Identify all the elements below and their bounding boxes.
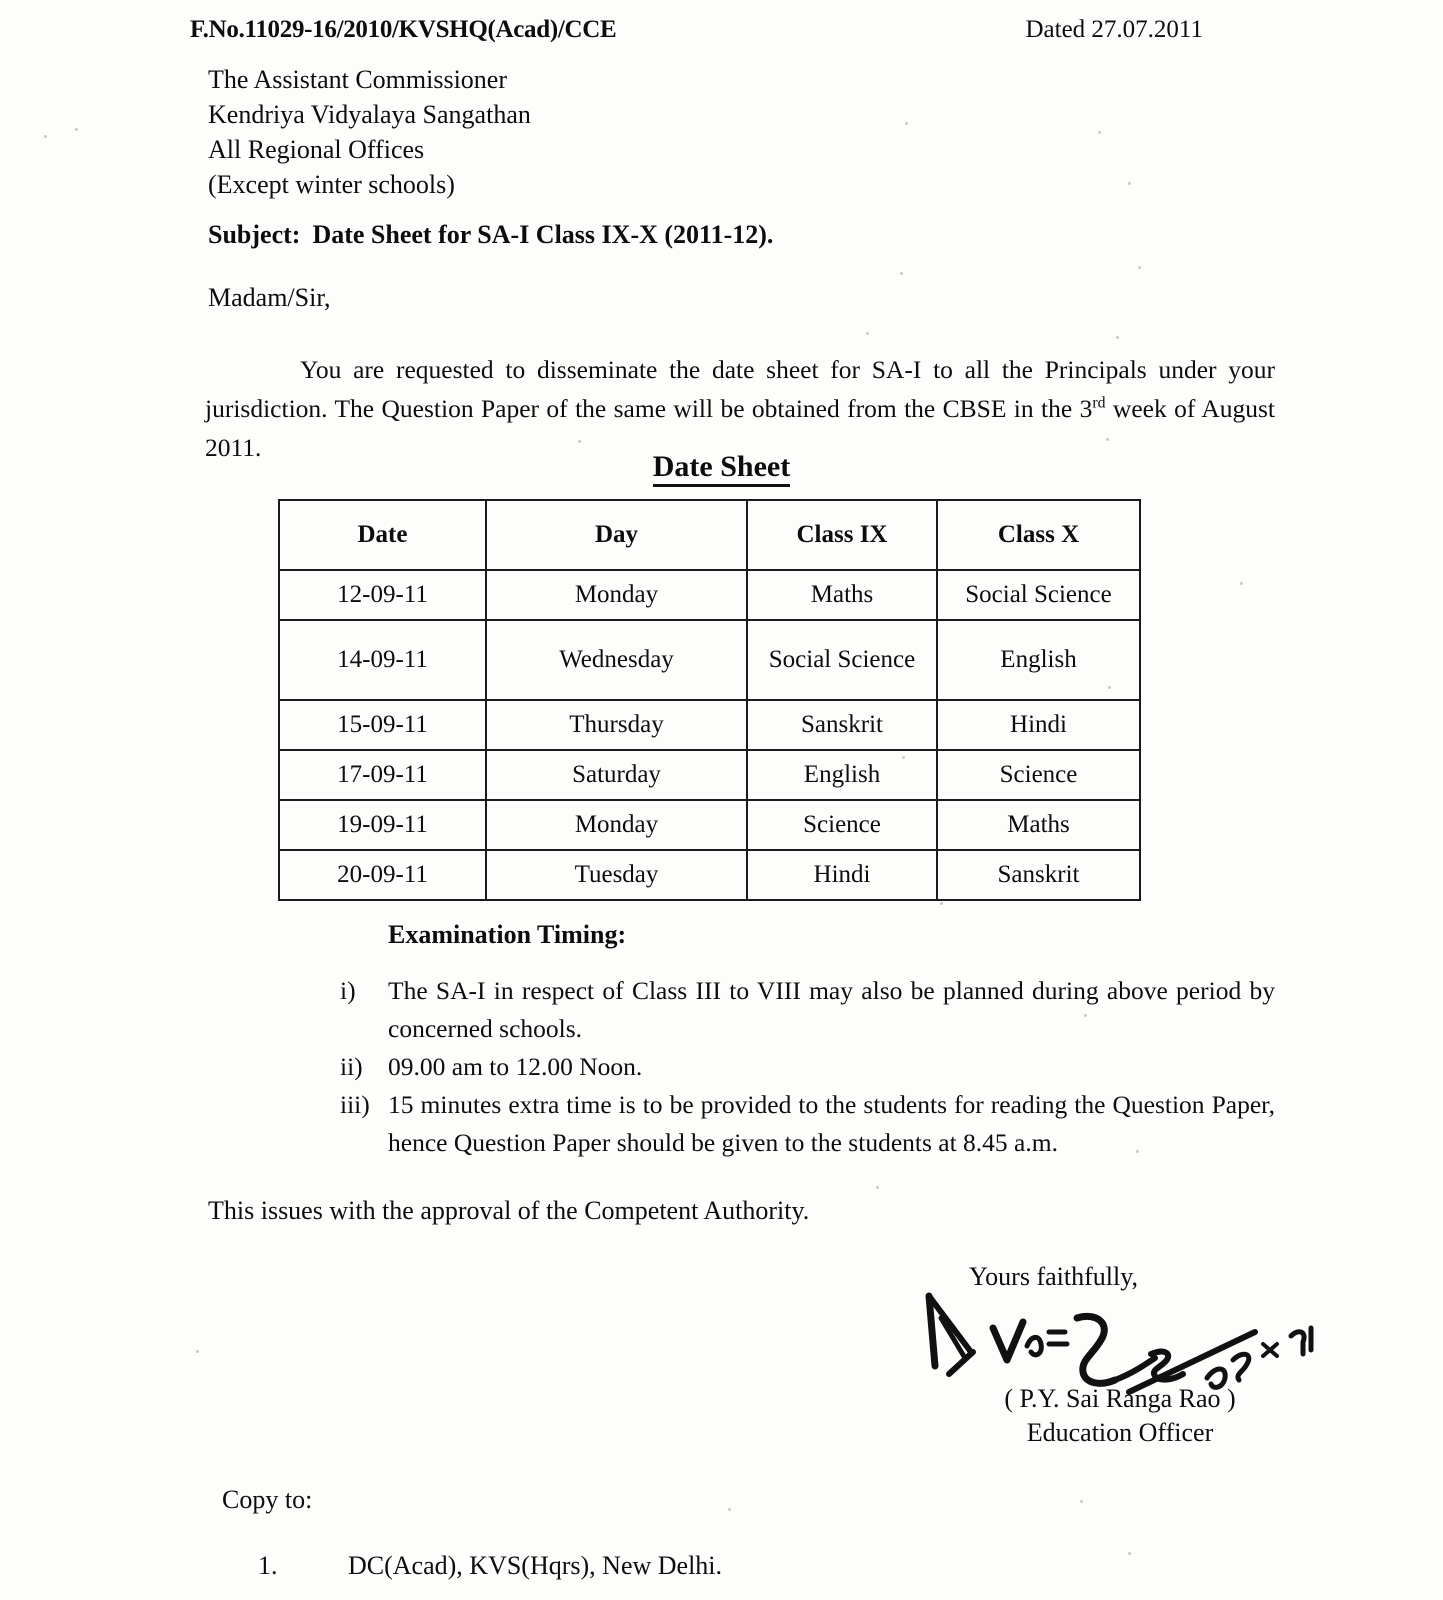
list-item-marker: i) [340, 976, 356, 1005]
document-date: Dated 27.07.2011 [1025, 16, 1203, 43]
addressee-line-4: (Except winter schools) [208, 170, 455, 199]
list-item-marker: ii) [340, 1052, 363, 1081]
list-item-text: The SA-I in respect of Class III to VIII may also be planned during above period by concerned schools. [388, 976, 1275, 1043]
cell-date: 12-09-11 [279, 570, 486, 620]
cell-class-ix: Hindi [747, 850, 937, 900]
cell-date: 14-09-11 [279, 620, 486, 700]
list-item-marker: iii) [340, 1090, 370, 1119]
handwritten-signature [905, 1294, 1335, 1386]
column-header-date: Date [279, 500, 486, 570]
cell-class-x: Social Science [937, 570, 1140, 620]
signature-icon [915, 1288, 1325, 1398]
addressee-line-1: The Assistant Commissioner [208, 65, 507, 94]
cell-day: Thursday [486, 700, 747, 750]
list-item-text: 15 minutes extra time is to be provided to the students for reading the Question Paper, hence Question Paper should be given to the students at 8.45 a.m. [388, 1090, 1275, 1157]
body-paragraph-part2: week of August 2011. [205, 394, 1276, 462]
cell-day: Monday [486, 570, 747, 620]
signature-block [905, 1262, 1335, 1448]
cell-day: Monday [486, 800, 747, 850]
date-sheet-table-container [278, 499, 1131, 901]
table-row [279, 620, 1140, 700]
date-sheet-title [0, 450, 1443, 484]
table-body [279, 570, 1140, 900]
table-row [279, 700, 1140, 750]
table-row [279, 850, 1140, 900]
signatory-designation: Education Officer [1026, 1418, 1214, 1447]
addressee-line-3: All Regional Offices [208, 135, 425, 164]
copy-to-list [258, 1551, 722, 1581]
salutation: Madam/Sir, [208, 283, 331, 312]
table-header-row [279, 500, 1140, 570]
cell-class-x: English [937, 620, 1140, 700]
body-paragraph-part1: You are requested to disseminate the date sheet for SA-I to all the Principals under your jurisdiction. The Question Paper of the same will be obtained from the CBSE in the 3 [205, 355, 1275, 423]
closing-salutation: Yours faithfully, [969, 1262, 1139, 1291]
table-row [279, 800, 1140, 850]
signatory-name: ( P.Y. Sai Ranga Rao ) [1004, 1384, 1236, 1413]
examination-timing-list [340, 972, 1275, 1162]
date-sheet-title-text: Date Sheet [653, 450, 790, 487]
list-item [340, 972, 1275, 1048]
list-item-text: 09.00 am to 12.00 Noon. [388, 1052, 643, 1081]
cell-day: Wednesday [486, 620, 747, 700]
subject-label: Subject: [208, 220, 301, 249]
cell-day: Saturday [486, 750, 747, 800]
cell-date: 20-09-11 [279, 850, 486, 900]
approval-note: This issues with the approval of the Competent Authority. [208, 1196, 810, 1225]
cell-class-ix: English [747, 750, 937, 800]
cell-date: 15-09-11 [279, 700, 486, 750]
table-row [279, 570, 1140, 620]
subject-text: Date Sheet for SA-I Class IX-X (2011-12). [312, 220, 774, 249]
column-header-class-x: Class X [937, 500, 1140, 570]
column-header-day: Day [486, 500, 747, 570]
copy-to-heading: Copy to: [222, 1485, 313, 1514]
cell-date: 19-09-11 [279, 800, 486, 850]
examination-timing-heading: Examination Timing: [388, 920, 627, 949]
ordinal-superscript: rd [1092, 394, 1106, 412]
addressee-block [208, 62, 531, 202]
date-sheet-table [278, 499, 1141, 901]
cell-class-x: Hindi [937, 700, 1140, 750]
cell-class-x: Sanskrit [937, 850, 1140, 900]
cell-class-ix: Social Science [747, 620, 937, 700]
cell-class-ix: Science [747, 800, 937, 850]
subject-line [208, 220, 773, 250]
list-item [340, 1048, 1275, 1086]
document-header [190, 16, 1203, 44]
copy-to-item-number: 1. [258, 1551, 278, 1580]
cell-class-ix: Maths [747, 570, 937, 620]
file-number: F.No.11029-16/2010/KVSHQ(Acad)/CCE [190, 16, 617, 43]
cell-class-x: Science [937, 750, 1140, 800]
cell-class-x: Maths [937, 800, 1140, 850]
table-header [279, 500, 1140, 570]
cell-class-ix: Sanskrit [747, 700, 937, 750]
table-row [279, 750, 1140, 800]
cell-day: Tuesday [486, 850, 747, 900]
copy-to-item-text: DC(Acad), KVS(Hqrs), New Delhi. [348, 1551, 723, 1580]
addressee-line-2: Kendriya Vidyalaya Sangathan [208, 100, 531, 129]
cell-date: 17-09-11 [279, 750, 486, 800]
list-item [340, 1086, 1275, 1162]
column-header-class-ix: Class IX [747, 500, 937, 570]
